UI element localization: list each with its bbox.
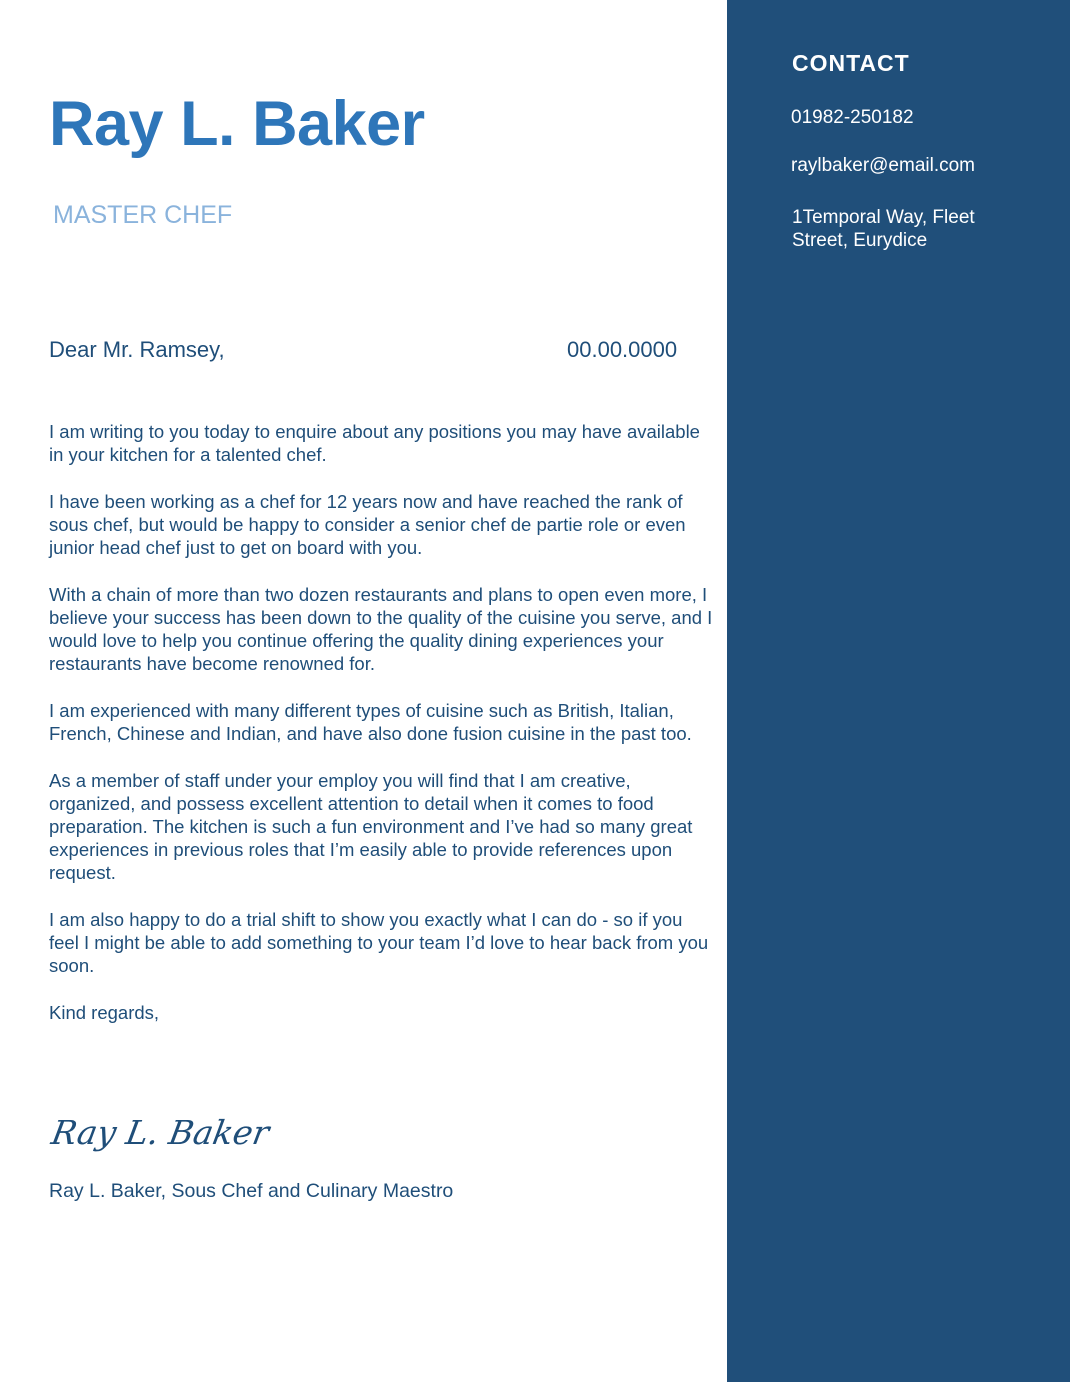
contact-sidebar xyxy=(727,0,1070,1382)
letter-paragraph: I am writing to you today to enquire about any positions you may have available in your kitchen for a talented chef. xyxy=(49,421,700,465)
contact-phone: 01982-250182 xyxy=(791,107,914,128)
contact-email: raylbaker@email.com xyxy=(791,155,976,176)
letter-paragraph: I am also happy to do a trial shift to show you exactly what I can do - so if you feel I might be able to add something to your team I’d love to hear back from you soon. xyxy=(49,909,709,976)
letter-body xyxy=(49,420,714,1048)
job-title: MASTER CHEF xyxy=(53,201,233,229)
letter-date: 00.00.0000 xyxy=(567,337,678,362)
contact-heading: CONTACT xyxy=(792,50,910,76)
letter-paragraph: With a chain of more than two dozen restaurants and plans to open even more, I believe your success has been down to the quality of the cuisine you serve, and I would love to help you continue offering the quality dining experiences your restaurants have become renowned for. xyxy=(49,584,713,674)
letter-closing: Kind regards, xyxy=(49,1002,160,1023)
letter-greeting: Dear Mr. Ramsey, xyxy=(49,337,225,362)
letter-paragraph: I am experienced with many different types of cuisine such as British, Italian, French, Chinese and Indian, and have also done fusion cuisine in the past too. xyxy=(49,700,692,744)
handwritten-signature: Ray L. Baker xyxy=(48,1113,273,1152)
letter-paragraph: I have been working as a chef for 12 years now and have reached the rank of sous chef, but would be happy to consider a senior chef de partie role or even junior head chef just to get on board with you. xyxy=(49,491,686,558)
applicant-name: Ray L. Baker xyxy=(49,89,425,159)
signature-line: Ray L. Baker, Sous Chef and Culinary Maestro xyxy=(49,1180,454,1202)
contact-address: 1Temporal Way, Fleet Street, Eurydice xyxy=(792,207,975,251)
letter-paragraph: As a member of staff under your employ you will find that I am creative, organized, and possess excellent attention to detail when it comes to food preparation. The kitchen is such a fun environment and I’ve had so many great experiences in previous roles that I’m easily able to provide references upon request. xyxy=(49,770,693,883)
